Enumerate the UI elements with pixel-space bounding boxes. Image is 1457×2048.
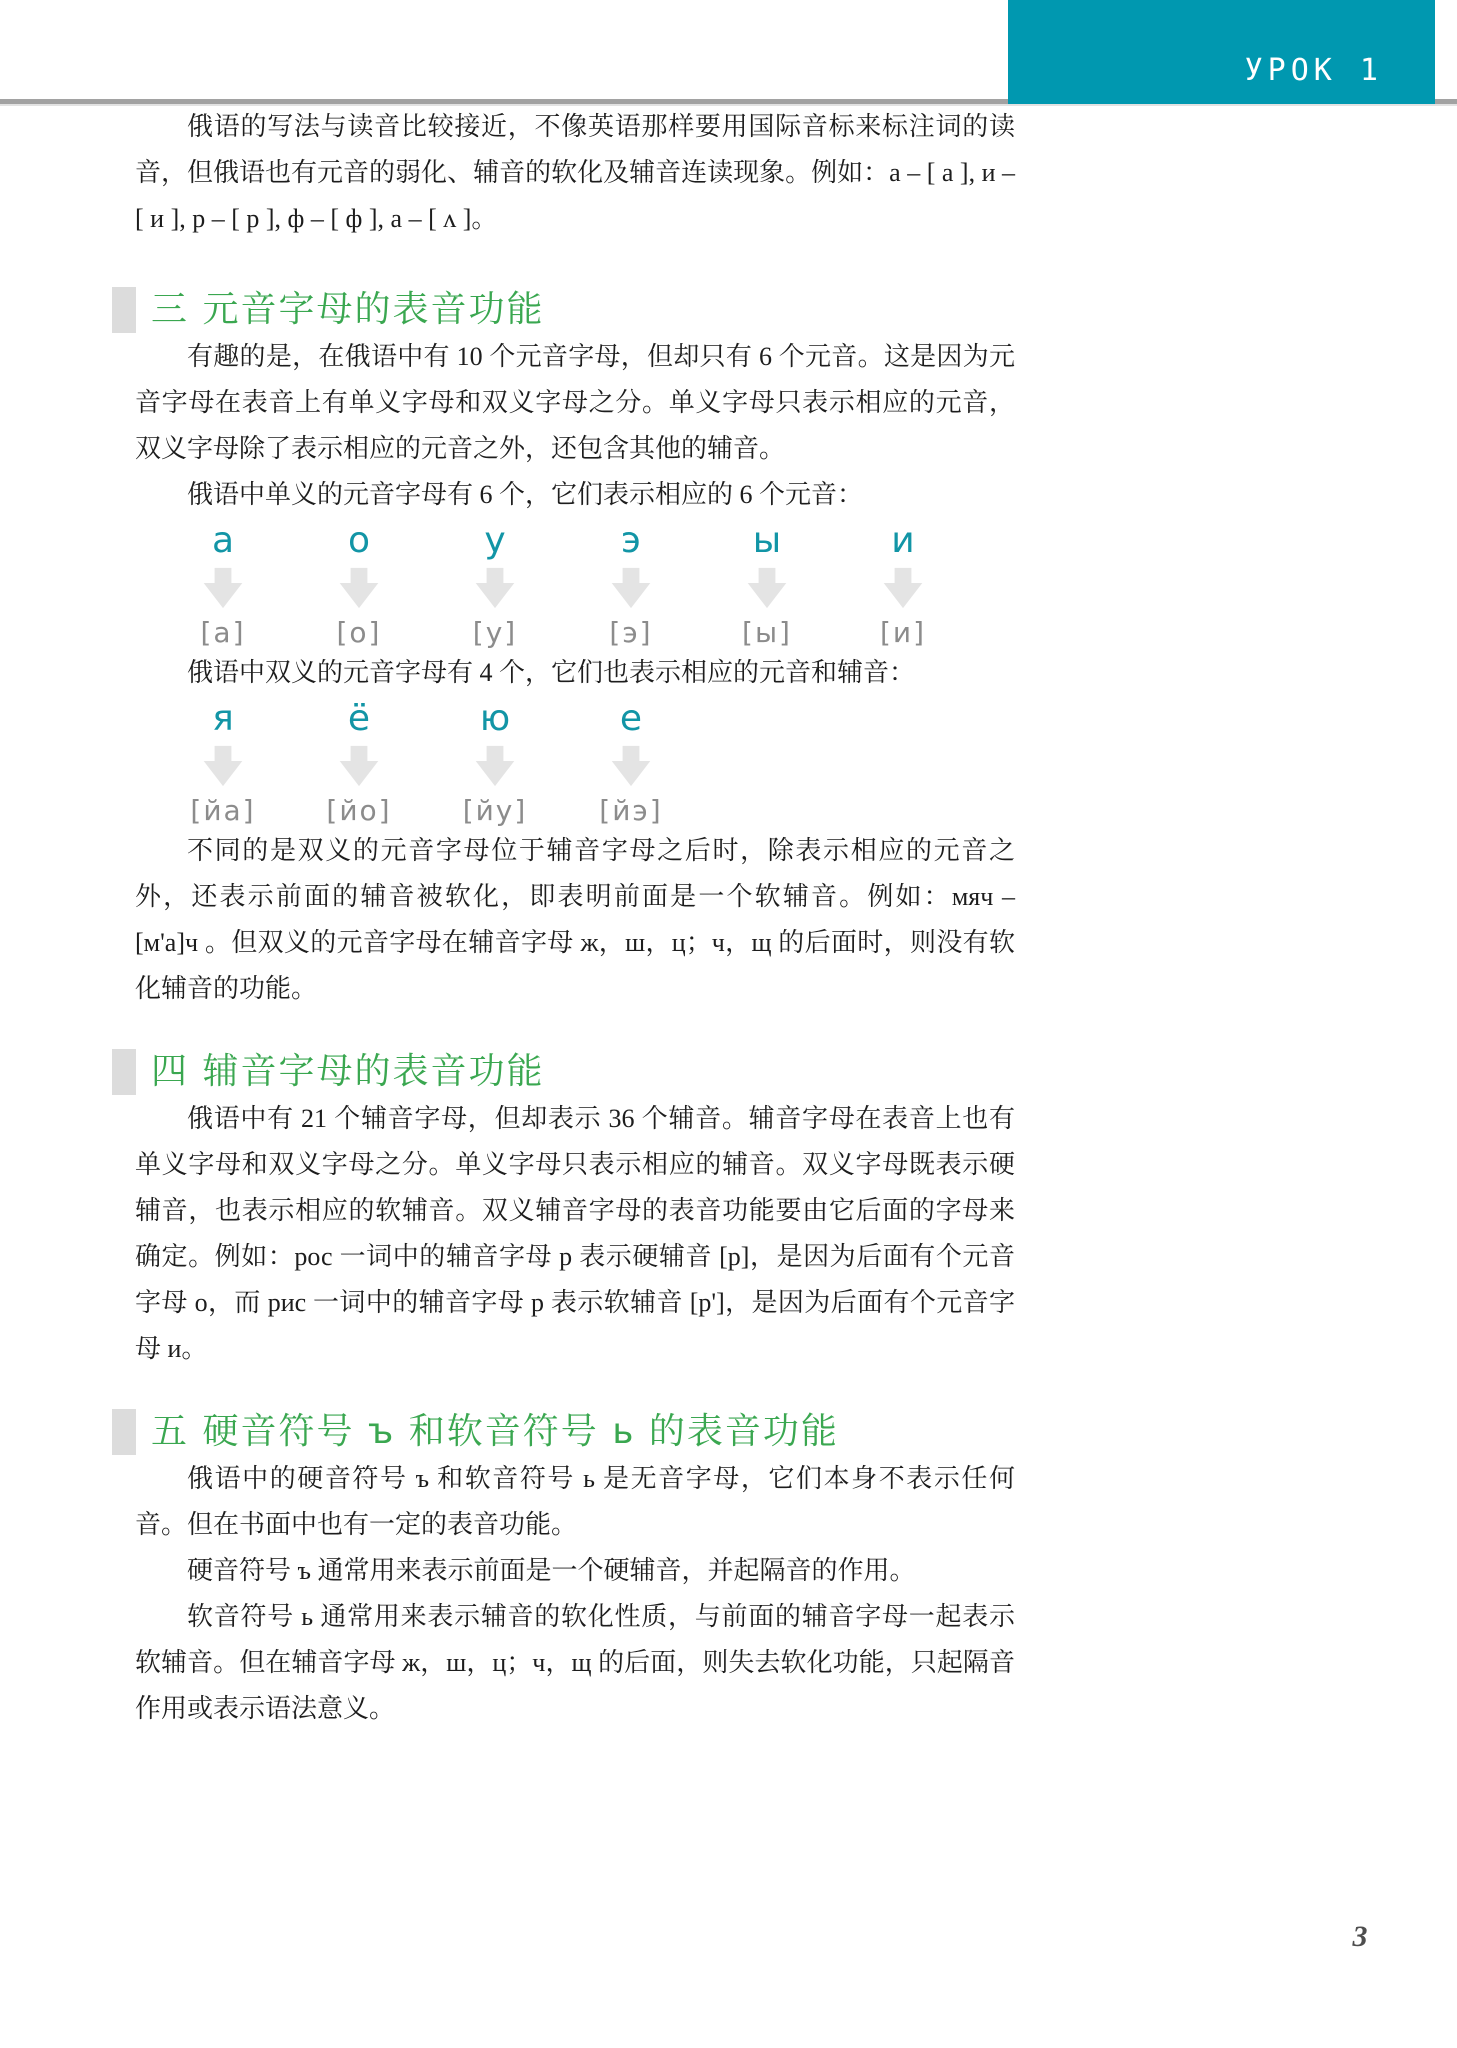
- paragraph: 硬音符号 ъ 通常用来表示前面是一个硬辅音，并起隔音的作用。: [187, 1556, 916, 1585]
- vowel-sound: [о]: [336, 616, 382, 649]
- section-heading-hard-soft-signs: [112, 1408, 1015, 1456]
- section-heading-consonant-letters: [112, 1048, 1015, 1096]
- vowel-letter: э: [621, 520, 641, 561]
- vowel-sound: [у]: [472, 616, 518, 649]
- vowel-letter: а: [211, 520, 235, 561]
- down-arrow-icon: [608, 567, 654, 609]
- paragraph: 俄语中的硬音符号 ъ 和软音符号 ь 是无音字母，它们本身不表示任何音。但在书面中也有一定的表音功能。: [135, 1464, 1015, 1539]
- paragraph: 不同的是双义的元音字母位于辅音字母之后时，除表示相应的元音之外，还表示前面的辅音被软化，即表明前面是一个软辅音。例如：мяч – [м'а]ч 。但双义的元音字母在辅音字母 ж，ш，ц；ч，щ 的后面时，则没有软化辅音的功能。: [135, 836, 1015, 1003]
- vowel-column: [291, 520, 427, 650]
- vowel-column: [155, 520, 291, 650]
- down-arrow-icon: [472, 567, 518, 609]
- vowel-sound: [йа]: [190, 794, 256, 827]
- vowel-column: [563, 520, 699, 650]
- vowel-column: [427, 520, 563, 650]
- vowel-sound: [йу]: [462, 794, 528, 827]
- down-arrow-icon: [880, 567, 926, 609]
- down-arrow-icon: [744, 567, 790, 609]
- vowel-sound: [йэ]: [599, 794, 663, 827]
- vowel-sound: [а]: [200, 616, 246, 649]
- heading-bar-icon: [112, 287, 136, 333]
- vowel-column: [699, 520, 835, 650]
- vowel-letter: у: [484, 520, 506, 561]
- vowel-column: [835, 520, 971, 650]
- section-title: 三 元音字母的表音功能: [151, 289, 545, 330]
- down-arrow-icon: [336, 567, 382, 609]
- down-arrow-icon: [472, 745, 518, 787]
- vowel-letter: ю: [479, 698, 511, 739]
- vowel-sound: [ы]: [742, 616, 792, 649]
- paragraph: 俄语中双义的元音字母有 4 个，它们也表示相应的元音和辅音：: [187, 658, 916, 687]
- down-arrow-icon: [336, 745, 382, 787]
- down-arrow-icon: [200, 745, 246, 787]
- vowel-letter: и: [891, 520, 915, 561]
- heading-bar-icon: [112, 1409, 136, 1455]
- vowel-letter: о: [347, 520, 371, 561]
- vowel-column: [427, 698, 563, 828]
- vowel-letter: е: [619, 698, 643, 739]
- vowel-sound: [и]: [879, 616, 927, 649]
- intro-paragraph: 俄语的写法与读音比较接近，不像英语那样要用国际音标来标注词的读音，但俄语也有元音的弱化、辅音的软化及辅音连读现象。例如：а – [ а ], и – [ и ], р – [ р ], ф – [ ф ], а – [ ʌ ]。: [135, 112, 1015, 233]
- vowel-column: [155, 698, 291, 828]
- vowel-column: [291, 698, 427, 828]
- vowel-sound: [йо]: [326, 794, 392, 827]
- paragraph: 俄语中单义的元音字母有 6 个，它们表示相应的 6 个元音：: [187, 480, 864, 509]
- vowel-sound: [э]: [609, 616, 653, 649]
- lesson-label: УРОК 1: [1244, 53, 1383, 88]
- lesson-banner: [1008, 0, 1435, 104]
- section-title: 五 硬音符号 ъ 和软音符号 ь 的表音功能: [151, 1411, 839, 1452]
- paragraph: 俄语中有 21 个辅音字母，但却表示 36 个辅音。辅音字母在表音上也有单义字母和双义字母之分。单义字母只表示相应的辅音。双义字母既表示硬辅音，也表示相应的软辅音。双义辅音字母的表音功能要由它后面的字母来确定。例如：рос 一词中的辅音字母 р 表示硬辅音 [р]，是因为后面有个元音字母 о，而 рис 一词中的辅音字母 р 表示软辅音 [р']，是因为后面有个元音字母 и。: [135, 1104, 1015, 1363]
- vowel-column: [563, 698, 699, 828]
- divalent-vowel-chart: [155, 698, 1015, 828]
- section-heading-vowel-letters: [112, 286, 1015, 334]
- down-arrow-icon: [200, 567, 246, 609]
- page-number: 3: [1352, 1920, 1368, 1953]
- page-content: [135, 104, 1015, 1732]
- vowel-letter: ы: [752, 520, 782, 561]
- vowel-letter: ё: [347, 698, 371, 739]
- monovalent-vowel-chart: [155, 520, 1015, 650]
- heading-bar-icon: [112, 1049, 136, 1095]
- down-arrow-icon: [608, 745, 654, 787]
- vowel-letter: я: [212, 698, 234, 739]
- section-title: 四 辅音字母的表音功能: [151, 1051, 545, 1092]
- paragraph: 有趣的是，在俄语中有 10 个元音字母，但却只有 6 个元音。这是因为元音字母在表音上有单义字母和双义字母之分。单义字母只表示相应的元音，双义字母除了表示相应的元音之外，还包含其他的辅音。: [135, 342, 1015, 463]
- paragraph: 软音符号 ь 通常用来表示辅音的软化性质，与前面的辅音字母一起表示软辅音。但在辅音字母 ж，ш，ц；ч，щ 的后面，则失去软化功能，只起隔音作用或表示语法意义。: [135, 1602, 1015, 1723]
